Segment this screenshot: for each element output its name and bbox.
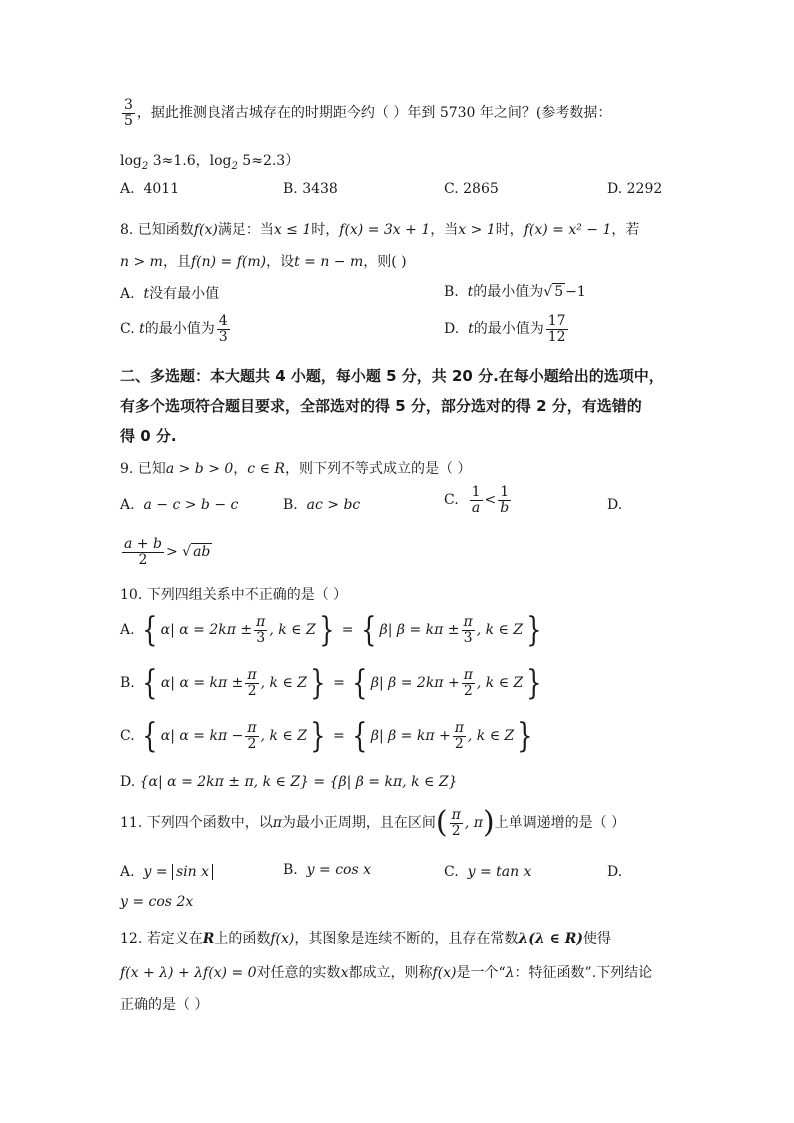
left-paren-icon: ( (435, 805, 448, 841)
right-brace-icon: } (310, 663, 326, 703)
q8-option-a[interactable]: A. t没有最小值 (120, 286, 220, 302)
q8-option-c[interactable]: C. t的最小值为 $\frac{4}{3}$ (120, 313, 228, 345)
sqrt-icon: √ (543, 284, 553, 300)
left-brace-icon: { (361, 610, 377, 650)
fraction: $\frac{\pi}{3}$ (256, 613, 266, 646)
q7-fraction: $\frac{3}{5}$ (124, 97, 133, 129)
section-heading-line-2: 有多个选项符合题目要求，全部选对的得 5 分，部分选对的得 2 分，有选错的 (120, 397, 642, 415)
right-brace-icon: } (517, 716, 533, 756)
left-brace-icon: { (142, 663, 158, 703)
q9-optc-fraction-2: $\frac{1}{b}$ (500, 484, 510, 516)
right-brace-icon: } (310, 716, 326, 756)
q7-log-reference: $\log_2 3\approx 1.6$，$\log_2 5\approx 2.3$） (120, 153, 300, 172)
q11-option-d-label[interactable]: D. (607, 864, 623, 880)
right-brace-icon: } (318, 610, 335, 650)
left-brace-icon: { (352, 716, 368, 756)
q11-option-c[interactable]: C. y = tan x (444, 864, 532, 880)
q11-option-b[interactable]: B. y = cos x (283, 862, 371, 878)
right-paren-icon: ) (482, 805, 495, 841)
right-brace-icon: } (526, 663, 542, 703)
fraction: $\frac{\pi}{2}$ (247, 666, 257, 699)
q7-option-b[interactable]: B. 3438 (283, 181, 338, 197)
q11-stem: 11. 下列四个函数中，以π为最小正周期，且在区间( $\frac{\pi}{2}$ , π)上单调递增的是（ ） (120, 805, 626, 841)
q9-option-c[interactable]: C. $\frac{1}{a}$ < $\frac{1}{b}$ (444, 484, 510, 516)
q7-stem-line (120, 98, 611, 128)
q10-option-c[interactable]: C. { α| α = kπ − $\frac{\pi}{2}$ , k ∈ Z} = { β| β = kπ + $\frac{\pi}{2}$ , k ∈ Z} (120, 716, 533, 756)
q7-stem-text: ，据此推测良渚古城存在的时期距今约（ ）年到 5730 年之间？(参考数据： (136, 105, 612, 122)
q7-option-d[interactable]: D. 2292 (607, 181, 663, 197)
sqrt-icon: √ (182, 544, 192, 561)
fraction: $\frac{\pi}{2}$ (454, 719, 464, 752)
q11-interval-fraction: $\frac{\pi}{2}$ (451, 807, 461, 839)
q8-stem-line-2: n > m，且f(n) = f(m)，设t = n − m，则( ) (120, 254, 407, 270)
q11-option-a[interactable]: A. y = sin x (120, 864, 213, 880)
fraction: $\frac{\pi}{2}$ (247, 719, 257, 752)
q10-option-a[interactable]: A. { α| α = 2kπ ± $\frac{\pi}{3}$ , k ∈ Z} = { β| β = kπ ± $\frac{\pi}{3}$ , k ∈ Z} (120, 610, 542, 650)
q9-option-a[interactable]: A. a − c > b − c (120, 497, 239, 513)
left-brace-icon: { (142, 716, 158, 756)
q7-option-a[interactable]: A. 4011 (120, 181, 180, 197)
q10-option-d[interactable]: D. {α| α = 2kπ ± π, k ∈ Z} = {β| β = kπ, k ∈ Z} (120, 774, 458, 790)
q11-option-d-expr: y = cos 2x (120, 894, 194, 910)
q8-optc-fraction: $\frac{4}{3}$ (218, 313, 228, 345)
q9-optd-fraction: $\frac{a + b}{2}$ (124, 536, 162, 568)
q9-optc-fraction-1: $\frac{1}{a}$ (471, 484, 481, 516)
q12-stem-line-2: f(x + λ) + λf(x) = 0对任意的实数x都成立，则称f(x)是一个“λ：特征函数”.下列结论 (120, 965, 653, 981)
right-brace-icon: } (526, 610, 542, 650)
fraction: $\frac{\pi}{3}$ (463, 613, 473, 646)
fraction: $\frac{\pi}{2}$ (463, 666, 473, 699)
left-brace-icon: { (352, 663, 368, 703)
q10-stem: 10. 下列四组关系中不正确的是（ ） (120, 587, 348, 603)
q9-stem: 9. 已知a > b > 0，c ∈ R，则下列不等式成立的是（ ） (120, 461, 472, 477)
left-brace-icon: { (142, 610, 158, 650)
q8-option-b[interactable]: B. t的最小值为√ 5 −1 (444, 284, 586, 300)
section-heading-line-3: 得 0 分. (120, 427, 177, 445)
q8-option-d[interactable]: D. t的最小值为 $\frac{17}{12}$ (444, 313, 566, 345)
q9-option-b[interactable]: B. ac > bc (283, 497, 361, 513)
q9-option-d-label[interactable]: D. (607, 497, 623, 513)
q12-stem-line-3: 正确的是（ ） (120, 997, 209, 1013)
q12-stem-line-1: 12. 若定义在R上的函数f(x)，其图象是连续不断的，且存在常数λ(λ ∈ R)使得 (120, 931, 612, 947)
q8-optd-fraction: $\frac{17}{12}$ (547, 313, 566, 345)
q10-option-b[interactable]: B. { α| α = kπ ± $\frac{\pi}{2}$ , k ∈ Z} = { β| β = 2kπ + $\frac{\pi}{2}$ , k ∈ Z} (120, 663, 542, 703)
q7-option-c[interactable]: C. 2865 (444, 181, 499, 197)
section-heading-line-1: 二、多选题：本大题共 4 小题，每小题 5 分，共 20 分.在每小题给出的选项中， (120, 367, 664, 385)
q8-stem-line-1: 8. 已知函数f(x)满足：当x ≤ 1时，f(x) = 3x + 1，当x > 1时，f(x) = x² − 1，若 (120, 222, 640, 238)
q9-option-d-expr: $\frac{a + b}{2}$ > √ ab (124, 536, 211, 568)
